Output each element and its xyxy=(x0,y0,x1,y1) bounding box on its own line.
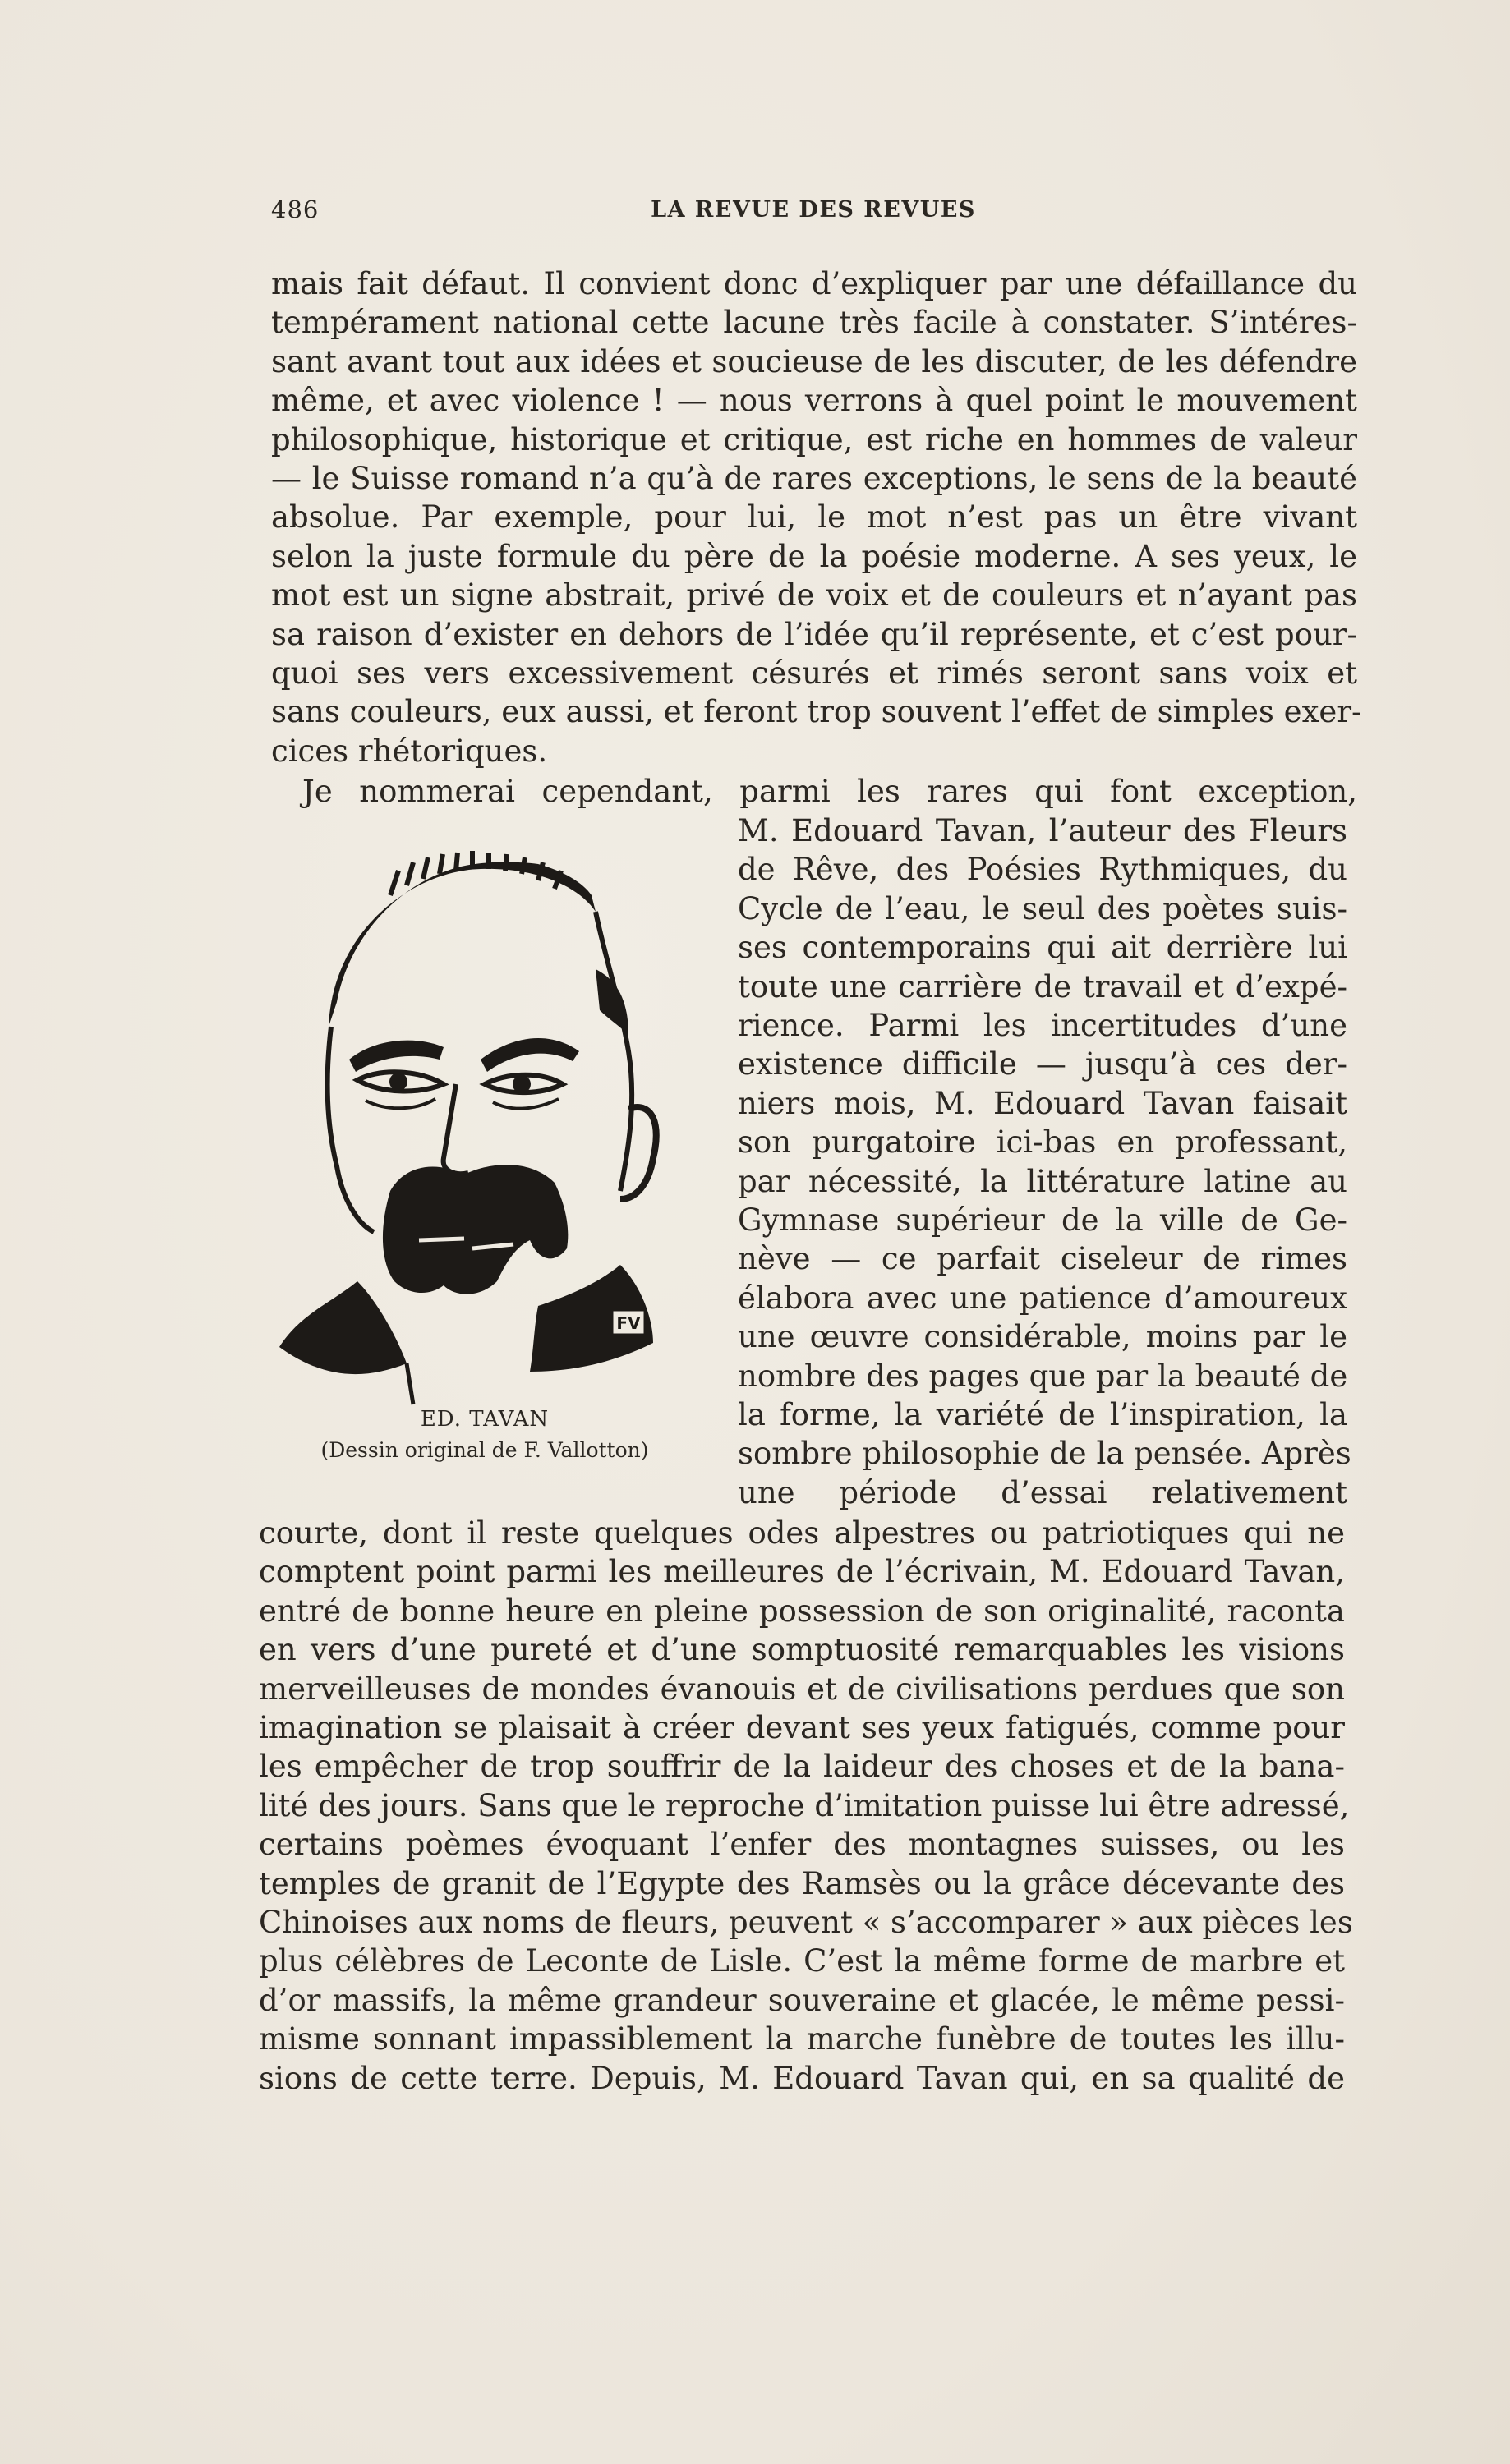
text-line: même, et avec violence ! — nous verrons à quel point le mouvement xyxy=(271,383,1357,419)
text-line: mais fait défaut. Il convient donc d’expliquer par une défaillance du xyxy=(271,266,1357,301)
text-line: sions de cette terre. Depuis, M. Edouard Tavan qui, en sa qualité de xyxy=(259,2060,1345,2096)
text-line: mot est un signe abstrait, privé de voix et de couleurs et n’ayant pas xyxy=(271,577,1357,614)
text-line: sans couleurs, eux aussi, et feront trop souvent l’effet de simples exer- xyxy=(271,694,1362,730)
text-line: Gymnase supérieur de la ville de Ge- xyxy=(738,1202,1347,1238)
running-title: LA REVUE DES REVUES xyxy=(651,197,976,223)
text-line: lité des jours. Sans que le reproche d’imitation puisse lui être adressé, xyxy=(259,1787,1350,1823)
text-line: élabora avec une patience d’amoureux xyxy=(738,1280,1347,1316)
text-line: Chinoises aux noms de fleurs, peuvent « s’accomparer » aux pièces les xyxy=(259,1905,1353,1940)
text-line: cices rhétoriques. xyxy=(271,733,548,769)
text-line: imagination se plaisait à créer devant ses yeux fatigués, comme pour xyxy=(259,1710,1345,1745)
text-line: M. Edouard Tavan, l’auteur des Fleurs xyxy=(738,813,1347,848)
left-brow xyxy=(349,1041,444,1072)
portrait-figure xyxy=(267,838,702,1462)
text-line: entré de bonne heure en pleine possession de son originalité, raconta xyxy=(259,1593,1345,1629)
text-line: temples de granit de l’Egypte des Ramsès ou la grâce décevante des xyxy=(259,1865,1345,1901)
text-line: quoi ses vers excessivement césurés et rimés seront sans voix et xyxy=(271,655,1357,691)
text-line: de Rêve, des Poésies Rythmiques, du xyxy=(738,852,1347,888)
tavan-portrait-woodcut xyxy=(267,838,702,1413)
text-line: — le Suisse romand n’a qu’à de rares exceptions, le sens de la beauté xyxy=(271,461,1357,496)
coat-left xyxy=(279,1281,407,1374)
text-line: merveilleuses de mondes évanouis et de civilisations perdues que son xyxy=(259,1671,1345,1707)
text-line: une œuvre considérable, moins par le xyxy=(738,1319,1347,1355)
text-line: sant avant tout aux idées et soucieuse de les discuter, de les défendre xyxy=(271,343,1357,379)
text-line: comptent point parmi les meilleures de l’écrivain, M. Edouard Tavan, xyxy=(259,1554,1345,1590)
text-line: sa raison d’exister en dehors de l’idée qu’il représente, et c’est pour- xyxy=(271,616,1357,652)
text-line: philosophique, historique et critique, est riche en hommes de valeur xyxy=(271,421,1357,457)
text-line: en vers d’une pureté et d’une somptuosité remarquables les visions xyxy=(259,1632,1345,1668)
shirt-line xyxy=(407,1363,413,1404)
text-line: toute une carrière de travail et d’expé- xyxy=(738,968,1347,1004)
text-line: les empêcher de trop souffrir de la laideur des choses et de la bana- xyxy=(259,1749,1345,1785)
figure-caption-name: ED. TAVAN xyxy=(420,1407,550,1432)
text-line: misme sonnant impassiblement la marche funèbre de toutes les illu- xyxy=(259,2021,1345,2057)
text-line: absolue. Par exemple, pour lui, le mot n’est pas un être vivant xyxy=(271,499,1357,536)
text-line: son purgatoire ici-bas en professant, xyxy=(738,1124,1347,1161)
text-line: la forme, la variété de l’inspiration, la xyxy=(738,1397,1347,1432)
page-header xyxy=(271,195,1356,237)
page-number: 486 xyxy=(271,195,320,223)
text-line: d’or massifs, la même grandeur souveraine et glacée, le même pessi- xyxy=(259,1982,1345,2018)
text-line: ses contemporains qui ait derrière lui xyxy=(738,930,1347,966)
text-line: plus célèbres de Leconte de Lisle. C’est la même forme de marbre et xyxy=(259,1943,1345,1979)
moustache-beard xyxy=(383,1165,568,1294)
text-line: Je nommerai cependant, parmi les rares qui font exception, xyxy=(302,774,1357,809)
text-line: courte, dont il reste quelques odes alpestres ou patriotiques qui ne xyxy=(259,1515,1345,1551)
nose xyxy=(444,1084,468,1174)
text-line: certains poèmes évoquant l’enfer des montagnes suisses, ou les xyxy=(259,1827,1345,1863)
text-line: rience. Parmi les incertitudes d’une xyxy=(738,1008,1347,1043)
artist-monogram: FV xyxy=(616,1313,641,1333)
text-line: une période d’essai relativement xyxy=(738,1474,1347,1510)
text-line: sombre philosophie de la pensée. Après xyxy=(738,1436,1351,1472)
text-line: nève — ce parfait ciseleur de rimes xyxy=(738,1241,1347,1277)
text-line: Cycle de l’eau, le seul des poètes suis- xyxy=(738,890,1347,926)
text-line: par nécessité, la littérature latine au xyxy=(738,1163,1347,1199)
text-line: existence difficile — jusqu’à ces der- xyxy=(738,1046,1347,1083)
text-line: nombre des pages que par la beauté de xyxy=(738,1358,1348,1394)
right-brow xyxy=(481,1038,579,1072)
text-line: tempérament national cette lacune très facile à constater. S’intéres- xyxy=(271,305,1357,341)
figure-caption-credit: (Dessin original de F. Vallotton) xyxy=(320,1438,649,1462)
text-line: selon la juste formule du père de la poésie moderne. A ses yeux, le xyxy=(271,538,1357,574)
text-line: niers mois, M. Edouard Tavan faisait xyxy=(738,1085,1347,1121)
